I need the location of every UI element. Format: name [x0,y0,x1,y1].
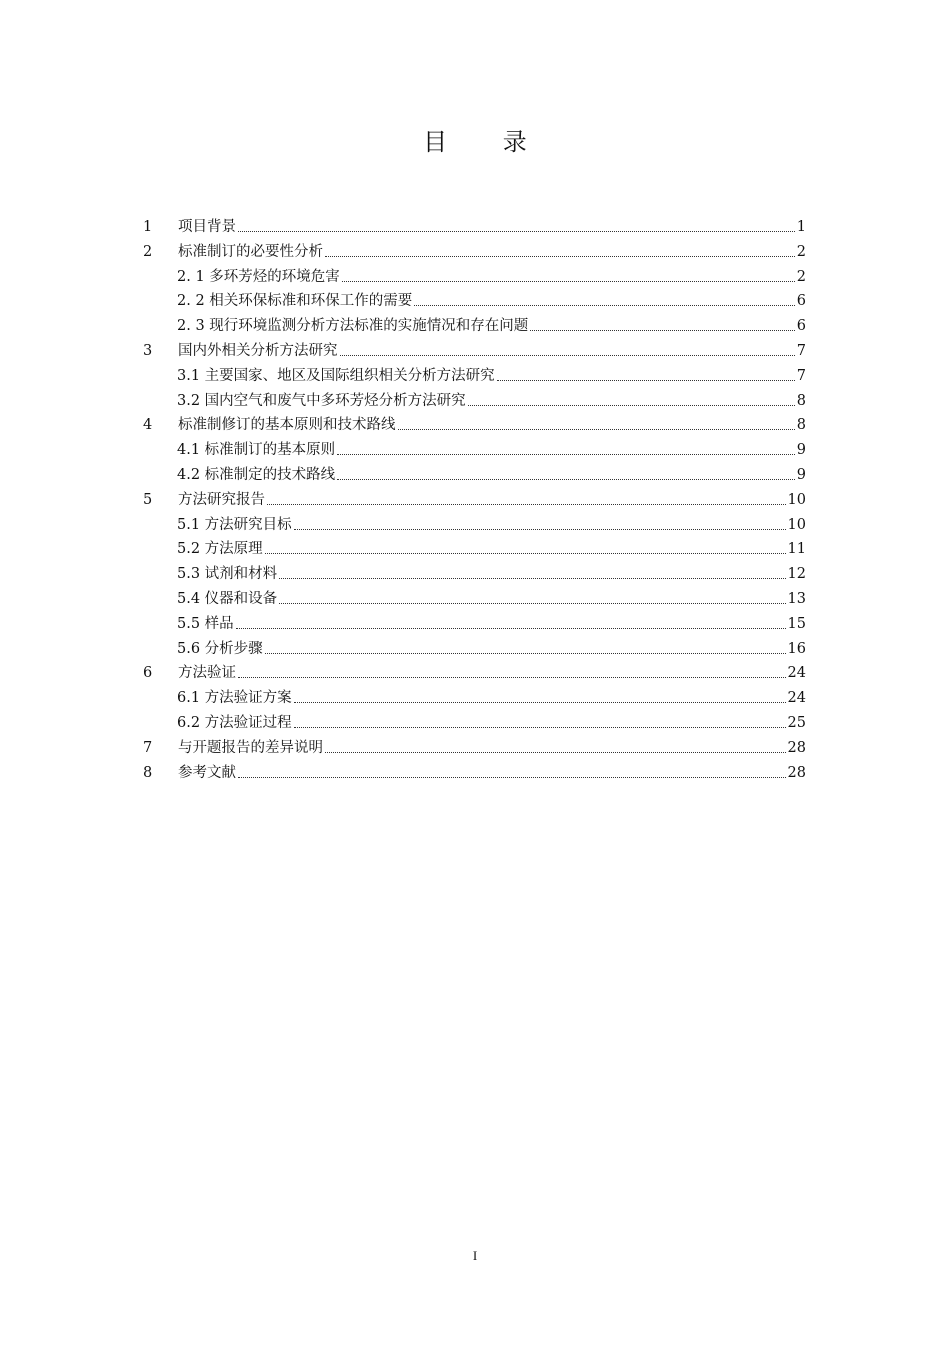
toc-entry-label: 国内外相关分析方法研究 [178,343,338,359]
toc-dot-leader [468,404,795,406]
toc-entry-label: 3.2 国内空气和废气中多环芳烃分析方法研究 [177,392,466,409]
toc-dot-leader [294,528,786,530]
toc-entry-label: 2. 2 相关环保标准和环保工作的需要 [177,293,413,310]
toc-section-entry[interactable] [177,365,806,387]
toc-dot-leader [279,602,785,604]
toc-entry-page: 28 [787,739,806,756]
toc-entry-page: 2 [796,243,806,260]
toc-section-entry[interactable] [177,290,806,312]
toc-entry-label: 方法验证 [178,665,236,682]
toc-dot-leader [340,354,795,356]
toc-section-entry[interactable] [177,712,806,734]
toc-entry-label: 方法研究报告 [178,491,265,508]
toc-chapter-entry[interactable] [143,737,806,759]
toc-dot-leader [325,751,786,753]
toc-dot-leader [337,478,795,480]
toc-entry-number: 6 [143,665,153,682]
toc-dot-leader [398,428,795,430]
toc-dot-leader [342,280,795,282]
toc-dot-leader [497,379,795,381]
toc-dot-leader [236,627,786,629]
toc-dot-leader [267,503,786,505]
toc-entry-page: 6 [796,293,806,310]
toc-entry-label: 5.4 仪器和设备 [177,591,278,607]
toc-dot-leader [414,304,794,306]
toc-dot-leader [325,255,795,257]
toc-entry-label: 标准制订的必要性分析 [178,243,323,260]
toc-entry-number: 2 [143,243,153,260]
toc-entry-page: 24 [787,665,806,682]
toc-section-entry[interactable] [177,538,806,560]
toc-entry-page: 2 [796,268,806,285]
toc-dot-leader [238,230,795,232]
toc-dot-leader [238,776,786,778]
toc-entry-label: 4.1 标准制订的基本原则 [177,442,336,459]
toc-dot-leader [337,453,795,455]
toc-entry-page: 1 [796,219,806,235]
toc-section-entry[interactable] [177,514,806,536]
toc-entry-page: 11 [787,541,806,558]
toc-entry-label: 3.1 主要国家、地区及国际组织相关分析方法研究 [177,367,495,384]
toc-entry-label: 5.5 样品 [177,615,234,632]
toc-section-entry[interactable] [177,266,806,288]
toc-section-entry[interactable] [177,638,806,660]
toc-entry-page: 9 [796,467,806,483]
toc-title: 目 录 [423,128,551,156]
toc-dot-leader [294,726,786,728]
toc-dot-leader [265,552,786,554]
toc-entry-label: 标准制修订的基本原则和技术路线 [178,417,396,434]
toc-section-entry[interactable] [177,390,806,412]
toc-entry-page: 16 [787,640,806,657]
toc-chapter-entry[interactable] [143,414,806,436]
toc-entry-page: 7 [796,367,806,384]
toc-dot-leader [238,676,786,678]
toc-section-entry[interactable] [177,563,806,585]
toc-entry-label: 5.1 方法研究目标 [177,516,292,533]
toc-dot-leader [279,577,785,579]
toc-entry-label: 2. 1 多环芳烃的环境危害 [177,268,340,285]
toc-dot-leader [294,701,786,703]
toc-entry-number: 3 [143,343,153,359]
page-number-footer: I [472,1248,478,1263]
toc-chapter-entry[interactable] [143,241,806,263]
toc-entry-number: 4 [143,417,153,434]
toc-entry-label: 6.2 方法验证过程 [177,715,292,731]
toc-entry-page: 7 [796,343,806,359]
toc-section-entry[interactable] [177,464,806,486]
toc-section-entry[interactable] [177,687,806,709]
toc-entry-page: 8 [796,392,806,409]
toc-entry-label: 项目背景 [178,219,236,235]
toc-entry-page: 6 [796,318,806,335]
toc-entry-page: 12 [787,566,806,583]
toc-entry-label: 6.1 方法验证方案 [177,690,292,707]
toc-chapter-entry[interactable] [143,216,806,238]
toc-dot-leader [265,652,786,654]
toc-entry-label: 2. 3 现行环境监测分析方法标准的实施情况和存在问题 [177,318,529,335]
toc-entry-page: 8 [796,417,806,434]
toc-section-entry[interactable] [177,439,806,461]
toc-dot-leader [530,329,794,331]
toc-entry-label: 5.6 分析步骤 [177,640,263,657]
toc-entry-label: 参考文献 [178,764,236,781]
toc-entry-number: 7 [143,739,153,756]
toc-entry-page: 15 [787,615,806,632]
toc-entry-page: 10 [787,516,806,533]
toc-section-entry[interactable] [177,613,806,635]
toc-entry-label: 与开题报告的差异说明 [178,739,323,756]
toc-entry-page: 9 [796,442,806,459]
toc-entry-page: 28 [787,764,806,781]
toc-entry-page: 25 [787,715,806,731]
toc-entry-label: 4.2 标准制定的技术路线 [177,467,336,483]
toc-entry-label: 5.2 方法原理 [177,541,263,558]
toc-entry-label: 5.3 试剂和材料 [177,566,278,583]
toc-chapter-entry[interactable] [143,662,806,684]
toc-chapter-entry[interactable] [143,340,806,362]
toc-entry-page: 13 [787,591,806,607]
toc-chapter-entry[interactable] [143,762,806,784]
toc-chapter-entry[interactable] [143,489,806,511]
toc-entry-number: 5 [143,491,153,508]
toc-entry-number: 1 [143,219,153,235]
toc-entry-page: 24 [787,690,806,707]
toc-section-entry[interactable] [177,588,806,610]
toc-entry-page: 10 [787,491,806,508]
toc-entry-number: 8 [143,764,153,781]
toc-section-entry[interactable] [177,315,806,337]
